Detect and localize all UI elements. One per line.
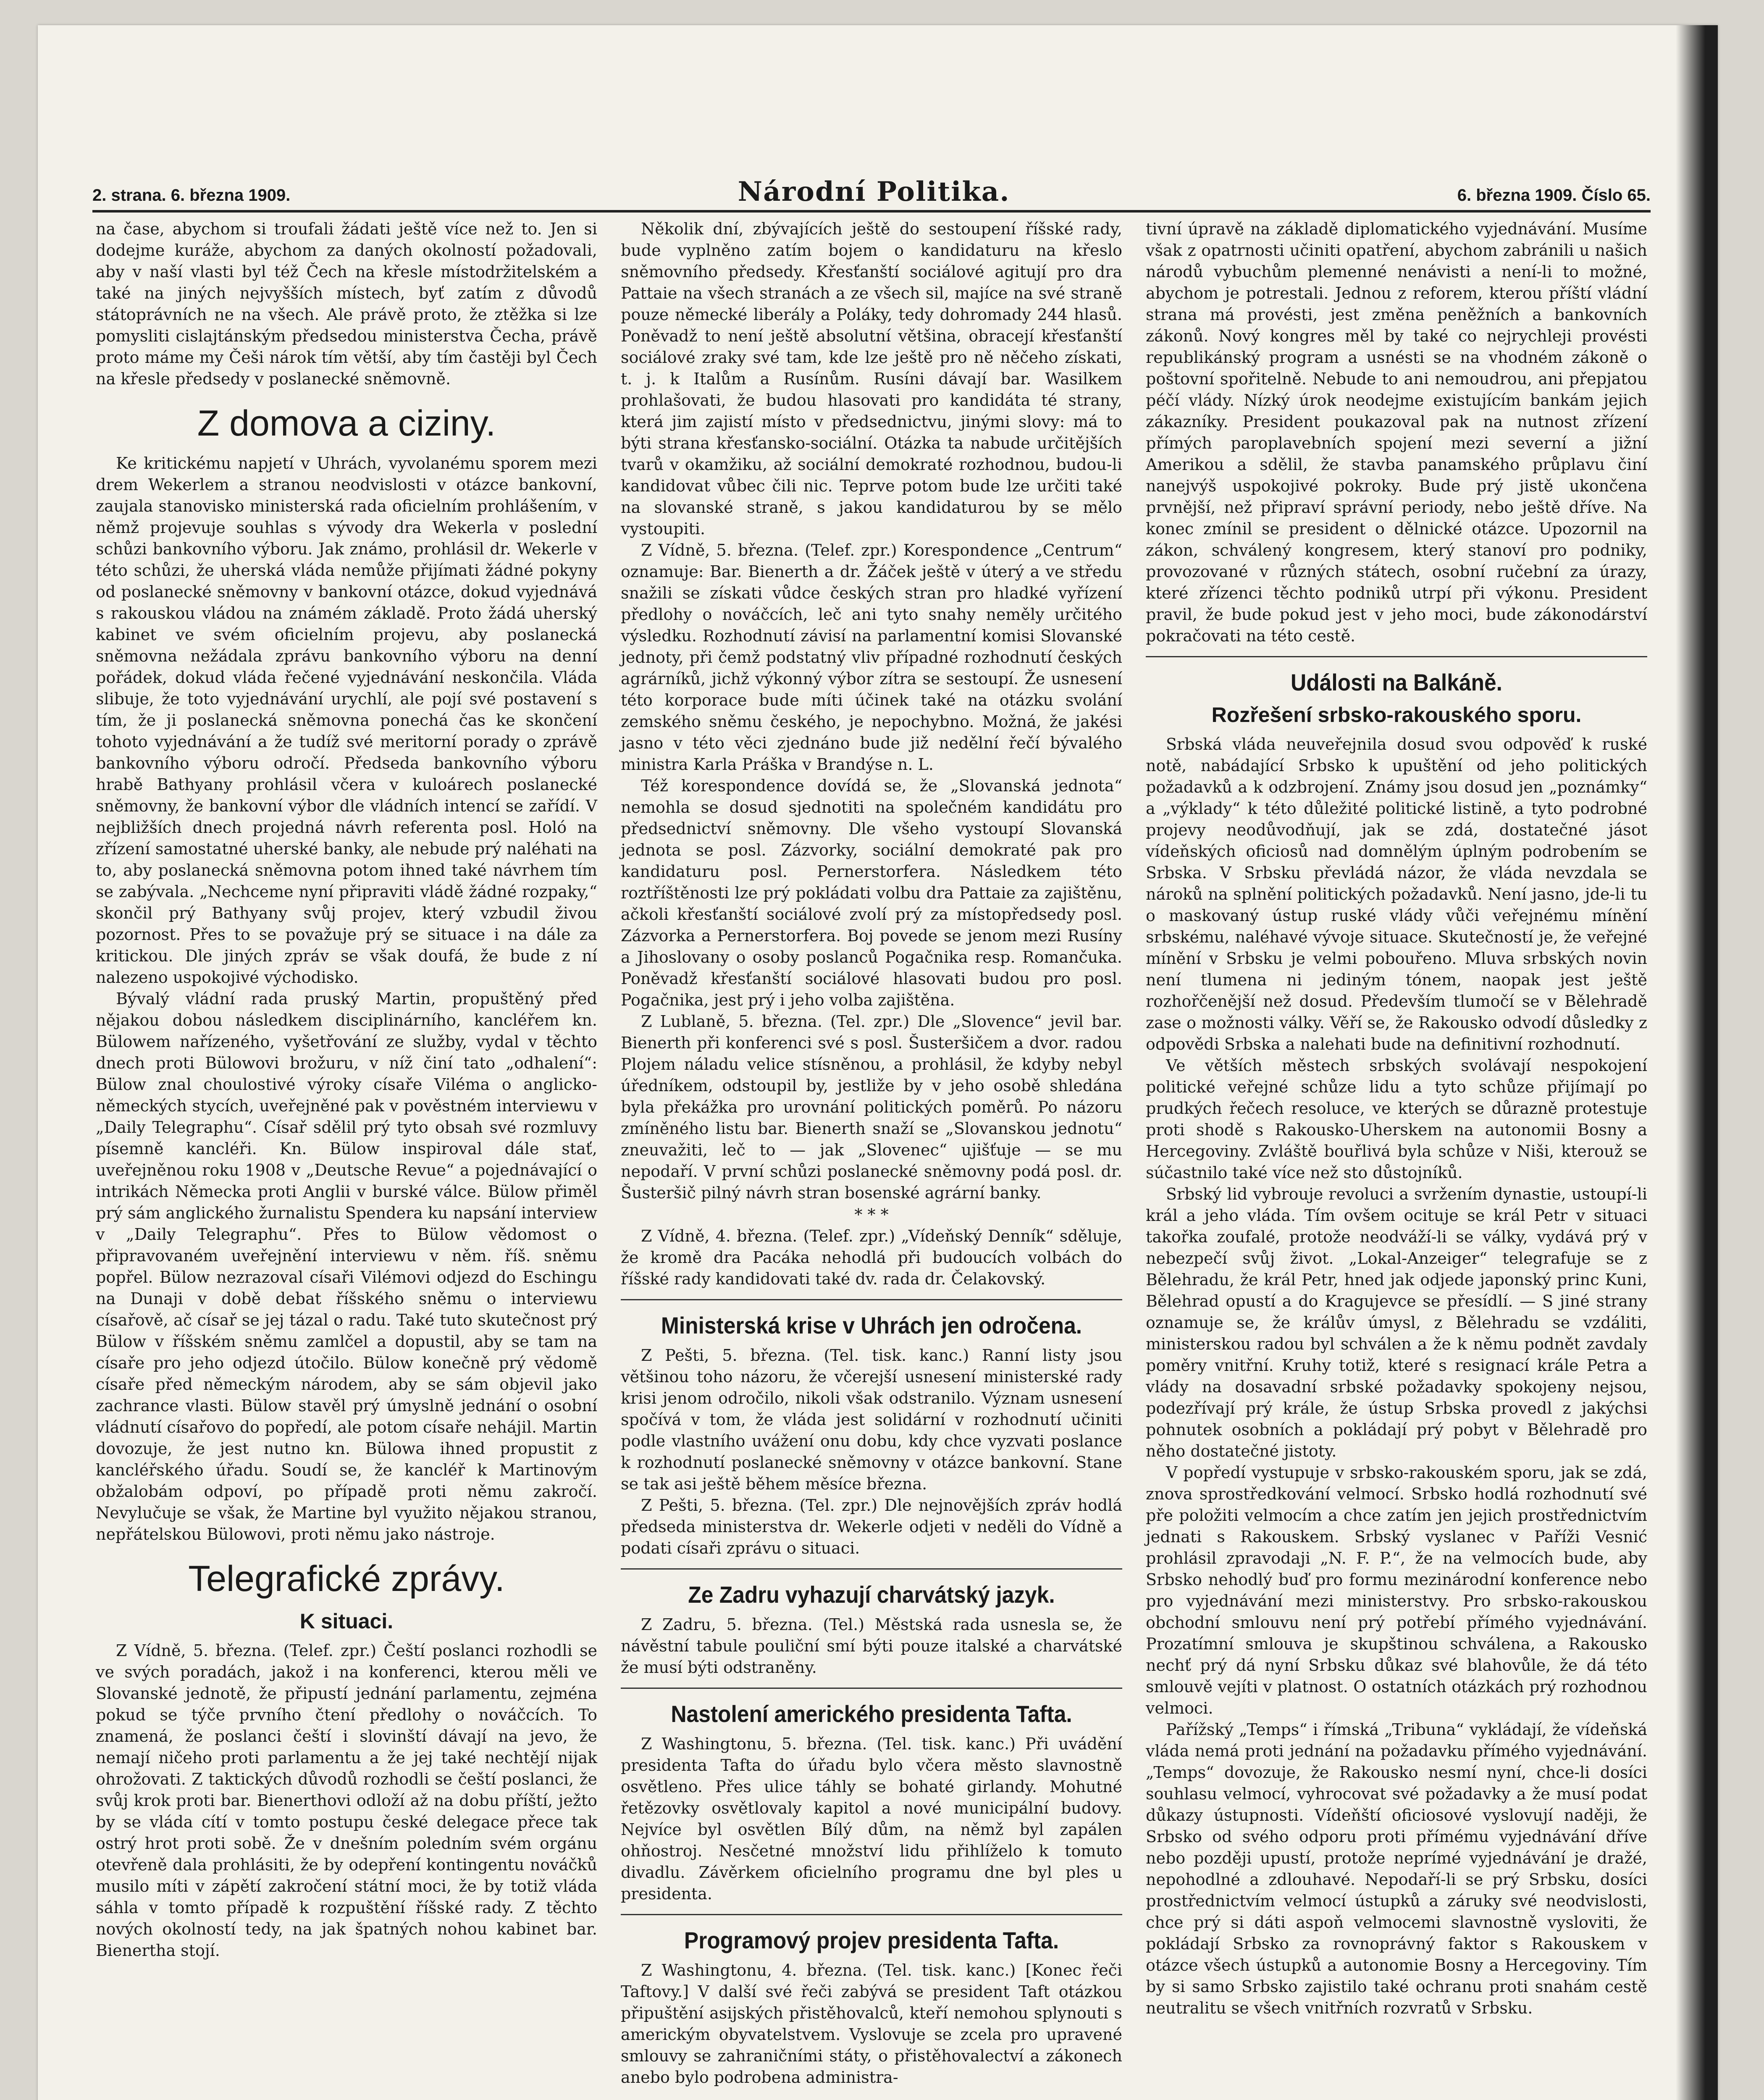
subheading-rozreseni-sporu: Rozřešení srbsko-rakouského sporu. xyxy=(1211,703,1582,727)
subheading-k-situaci: K situaci. xyxy=(299,1609,394,1633)
article-paragraph: Srbská vláda neuveřejnila dosud svou odpověď k ruské notě, nabádající Srbsko k upuštění od jeho politických požadavků a k odzbrojení. Známy jsou dosud jen „poznámky“ a „výklady“ k této důležité politické listině, a tyto podrobné projevy neodůvodňují, jak se zdá, dostatečné jásot vídeňských oficiosů nad domnělým úplným podrobením se Srbska. V Srbsku převládá názor, že vláda nevzdala se nároků na splnění politických požadavků. Není jasno, jde-li tu o maskovaný ústup ruské vlády vůči veřejnému mínění srbskému, naléhavé vývoje situace. Skutečností je, že veřejné mínění v Srbsku je velmi pobouřeno. Mluva srbských novin není tlumena ni jediným tónem, naopak jest ještě rozhořčenější než dosud. Především tlumočí se v Bělehradě zase o možnosti války. Věří se, že Rakousko odvodí důsledky z odpovědi Srbska a nalehati bude na definitivní rozhodnutí. xyxy=(1146,735,1647,1053)
article-paragraph: Pařížský „Temps“ i římská „Tribuna“ vykládají, že vídeňská vláda nemá proti jednání na požadavku přímého vyjednávání. „Temps“ dovozuje, že Rakousko nesmí nyní, chce-li dosíci souhlasu velmocí, vyhrocovat své požadavky a že musí podat důkazy ústupnosti. Vídeňští oficiosové vyslovují naději, že Srbsko od svého odporu proti přímému vyjednávání dříve nebo později upustí, protože neprímé vyjednávání je dražé, nepohodlné a zdlouhavé. Nepodaří-li se prý Srbsku, dosíci prostřednictvím velmocí ústupků a záruky své neodvislosti, chce prý si dáti aspoň velmocemi slavnostně vysloviti, že pokládají Srbsko za rovnoprávný faktor s Rakouskem v otázce všech ústupků a autonomie Bosny a Hercegoviny. Tím by si samo Srbsko zajistilo také ochranu proti snahám cestě neutralitu se všech vnitřních rozvratů v Srbsku. xyxy=(1146,1720,1647,2017)
article-paragraph: Z Vídně, 5. března. (Telef. zpr.) Čeští poslanci rozhodli se ve svých poradách, jakož i na konferenci, kterou měli ve Slovanské jednotě, že připustí jednání parlamentu, zejména pokud se týče prvního čtení předlohy o nováčcích. To znamená, že poslanci čeští i slovinští dávají na jevo, že nemají ničeho proti parlamentu a že jej také nechtějí nijak ohrožovati. Z taktických důvodů rozhodli se čeští poslanci, že svůj krok proti bar. Bienerthovi odloží až na dobu příští, ježto by se vláda cítí v tomto postupu české delegace přece tak ostrý hrot proti sobě. Že v dnešním poledním svém orgánu otevřeně dala prohlásiti, že by odepření kontingentu nováčků musilo míti v zápětí zakročení státní moci, že by totiž vláda sáhla v tomto případě k rozpuštění říšské rady. Z těchto nových okolností tedy, na jak špatných nohou kabinet bar. Bienertha stojí. xyxy=(96,1641,597,1960)
article-paragraph: Z Vídně, 4. března. (Telef. zpr.) „Vídeňský Denník“ sděluje, že kromě dra Pacáka nehodlá při budoucích volbách do říšské rady kandidovati také dv. rada dr. Čelakovský. xyxy=(621,1227,1122,1288)
article-paragraph: Z Lublaně, 5. března. (Tel. zpr.) Dle „Slovence“ jevil bar. Bienerth při konferenci své s posl. Šusteršičem a dvor. radou Plojem náladu velice stísněnou, a prohlásil, že kdyby nebyl úředníkem, odstoupil by, jestliže by v jeho osobě shledána byla překážka pro urovnání politických poměrů. Po názoru zmíněného listu bar. Bienerth snaží se „Slovanskou jednotu“ zneuvažiti, leč to — jak „Slovenec“ ujišťuje — se mu nepodaří. V první schůzi poslanecké sněmovny podá posl. dr. Šusteršič pilný návrh stran bosenské agrární banky. xyxy=(621,1012,1122,1202)
section-heading-udalosti-na-balkane: Události na Balkáně. xyxy=(1291,669,1502,696)
section-heading-telegraficke: Telegrafické zprávy. xyxy=(188,1559,505,1599)
newspaper-page xyxy=(38,25,1718,2100)
story-heading-programovy-projev: Programový projev presidenta Tafta. xyxy=(684,1927,1059,1953)
article-paragraph: Bývalý vládní rada pruský Martin, propuštěný před nějakou dobou následkem disciplinárního, kancléřem kn. Bülowem nařízeného, vyšetřování ze služby, vydal v těchto dnech proti Bülowovi brožuru, v níž činí tato „odhalení“: Bülow znal choulostivé výroky císaře Viléma o anglicko-německých stycích, uveřejněné pak v pověstném interviewu v „Daily Telegraphu“. Císař sdělil prý tyto obsah své rozmluvy písemně kancléři. Kn. Bülow inspiroval dále stať, uveřejněnou roku 1908 v „Deutsche Revue“ a pojednávající o intrikách Německa proti Anglii v burské válce. Bülow přiměl prý sám anglického žurnalistu Spendera ku napsání interview v „Daily Telegraphu“. Přes to Bülow vědomost o připravovaném uveřejnění interviewu v něm. říš. sněmu popřel. Bülow nezrazoval císaři Vilémovi odjezd do Eschingu na Dunaji v době debat říšského sněmu o interviewu císařově, ač císař se jej tázal o radu. Také tuto skutečnost prý Bülow v říšském sněmu zamlčel a dopustil, aby se tam na císaře pro jeho odjezd útočilo. Bülow konečně prý vědomě císaře před německým národem, aby se sám objevil jako zachrance vlasti. Bülow stavěl prý úmyslně jednání o osobní vládnutí císařovo do popředí, ale potom císaře nehájil. Martin dovozuje, že jest nutno kn. Bülowa ihned propustit z kancléřského úřadu. Soudí se, že kancléř k Martinovým obžalobám odpoví, po případě proti němu zakročí. Nevylučuje se však, že Martine byl využito nějakou stranou, nepřátelskou Bülowovi, proti němu jako nástroje. xyxy=(96,990,597,1544)
article-paragraph: Z Zadru, 5. března. (Tel.) Městská rada usnesla se, že návěstní tabule pouliční smí býti pouze italské a charvátské že musí býti odstraněny. xyxy=(621,1615,1122,1677)
article-paragraph: Z Vídně, 5. března. (Telef. zpr.) Korespondence „Centrum“ oznamuje: Bar. Bienerth a dr. Žáček ještě v úterý a ve středu snažili se získati vůdce českých stran pro hladké vyřízení předlohy o nováčcích, leč ani tyto snahy neměly určitého výsledku. Rozhodnutí závisí na parlamentní komisi Slovanské jednoty, při čemž podstatný vliv případné rozhodnutí českých agrárníků, jichž výkonný výbor zítra se sestoupí. Že usnesení této korporace bude míti účinek také na otázku svolání zemského sněmu českého, je nepochybno. Možná, že jakési jasno v této věci zjednáno bude již nedělní řečí bývalého ministra Karla Práška v Brandýse n. L. xyxy=(621,541,1122,774)
article-paragraph: Z Pešti, 5. března. (Tel. zpr.) Dle nejnovějších zpráv hodlá předseda ministerstva dr. Wekerle odjeti v neděli do Vídně a podati císaři zprávu o situaci. xyxy=(621,1496,1122,1557)
section-heading-z-domova: Z domova a ciziny. xyxy=(197,403,496,444)
article-paragraph: Z Washingtonu, 4. března. (Tel. tisk. kanc.) [Konec řeči Taftovy.] V další své řeči zabývá se president Taft otázkou připuštění asijských přistěhovalců, kteří nemohou splynouti s americkým obyvatelstvem. Vyslovuje se zcela pro upravené smlouvy se zahraničními státy, o přistěhovalectví a zákonech anebo bylo podrobena administra- xyxy=(621,1961,1122,2087)
masthead-title: Národní Politika. xyxy=(738,176,1010,207)
page-header xyxy=(92,172,1651,213)
article-paragraph: Z Washingtonu, 5. března. (Tel. tisk. kanc.) Při uvádění presidenta Tafta do úřadu bylo včera město slavnostně osvětleno. Přes ulice táhly se bohaté girlandy. Mohutné řetězovky osvětlovaly kapitol a nové municipální budovy. Nejvíce byl osvětlen Bílý dům, na němž byl zapálen ohňostroj. Nesčetné množství lidu přihlíželo k tomuto divadlu. Závěrkem oficielního programu dne byl ples u presidenta. xyxy=(621,1735,1122,1903)
article-paragraph: Několik dní, zbývajících ještě do sestoupení říšské rady, bude vyplněno zatím bojem o kandidaturu na křeslo sněmovního předsedy. Křesťanští sociálové agitují pro dra Pattaie na všech stranách a ze všech sil, majíce na své straně pouze německé liberály a Poláky, tedy dohromady 244 hlasů. Poněvadž to není ještě absolutní většina, obracejí křesťanští sociálové zraky své tam, kde lze ještě pro ně něčeho získati, t. j. k Italům a Rusínům. Rusíni dávají bar. Wasilkem prohlašovati, že budou hlasovati pro kandidáta té strany, která jim zajistí místo v předsednictvu, jinými slovy: má to býti strana křesťansko-sociální. Otázka ta nabude určitějších tvarů v okamžiku, až sociální demokraté rozhodnou, budou-li kandidovat vůbec čili nic. Teprve potom bude lze určiti také na slovanské straně, s jakou kandidaturou by se mělo vystoupiti. xyxy=(621,220,1122,538)
article-paragraph: V popředí vystupuje v srbsko-rakouském sporu, jak se zdá, znova sprostředkování velmocí. Srbsko hodlá rozhodnutí své pře položiti velmocím a chce zatím jen jejich prostřednictvím jednati s Rakouskem. Srbský vyslanec v Paříži Vesnić prohlásil zpravodaji „N. F. P.“, že na velmocích bude, aby Srbsko nehodlý buď pro formu mezinárodní konference nebo pro vyjednávání mezi ministerstvy. Pro srbsko-rakouskou obchodní smlouvu není prý potřebí přímého vyjednávání. Prozatímní smlouva je skupštinou schválena, a Rakousko nechť prý dá nyní Srbsku důkaz své blahovůle, že dá této smlouvě vejíti v platnost. O ostatních otázkách prý rozhodnou velmoci. xyxy=(1146,1463,1647,1717)
story-heading-ze-zadru: Ze Zadru vyhazují charvátský jazyk. xyxy=(688,1581,1055,1608)
binding-edge xyxy=(1676,25,1718,2100)
column-1 xyxy=(92,218,601,2100)
column-2 xyxy=(617,218,1126,2100)
article-paragraph: Též korespondence dovídá se, že „Slovanská jednota“ nemohla se dosud sjednotiti na společném kandidátu pro předsednictví sněmovny. Dle všeho vystoupí Slovanská jednota se posl. Zázvorky, sociální demokraté pak pro kandidaturu posl. Pernerstorfera. Následkem této roztříštěnosti lze prý pokládati volbu dra Pattaie za zajištěnu, ačkoli křesťanští sociálové zvolí prý za místopředsedy posl. Zázvorka a Pernerstorfera. Boj povede se jenom mezi Rusíny a Jihoslovany o osoby poslanců Pogačnika resp. Romančuka. Poněvadž křesťanští sociálové hlasovati budou pro posl. Pogačnika, jest prý i jeho volba zajištěna. xyxy=(621,777,1122,1009)
article-paragraph: Srbský lid vybrouje revoluci a svržením dynastie, ustoupí-li král a jeho vláda. Tím ovšem ocituje se král Petr v situaci takořka zoufalé, protože neodváží-li se války, vydává prý v nebezpečí svůj život. „Lokal-Anzeiger“ telegrafuje se z Bělehradu, že král Petr, hned jak odjede japonský princ Kuni, Bělehrad opustí a do Kragujevce se přesídlí. — S jiné strany oznamuje se, že králův úmysl, z Bělehradu se vzdáliti, ministerskou radou byl schválen a že k němu podnět zavdaly poměry vnitřní. Kruhy totiž, které s resignací krále Petra a vlády na dosavadní srbské požadavky spokojeny nejsou, podezřívají prý krále, že ústup Srbska provedl z jakýchsi pohnutek osobních a pokládají prý pobyt v Bělehradě pro něho dostatečné jistoty. xyxy=(1146,1185,1647,1460)
header-page-date: 2. strana. 6. března 1909. xyxy=(92,186,291,205)
separator-stars: * * * xyxy=(854,1205,889,1224)
divider xyxy=(621,1568,1122,1570)
article-paragraph: tivní úpravě na základě diplomatického vyjednávání. Musíme však z opatrnosti učiniti opatření, abychom zabránili u našich národů vybuchům plemenné nenávisti a není-li to možné, abychom je potrestali. Jednou z reforem, kterou příští vládní strana má provésti, jest změna peněžních a bankovních zákonů. Nový kongres měl by také co nejrychleji provésti republikánský program a usnésti se na vhodném zákoně o poštovní spořitelně. Nebude to ani nemoudrou, ani přepjatou péčí vlády. Nízký úrok neodejme existujícím bankám jejich zákazníky. President poukazoval pak na nutnost zřízení přímých paroplavebních spojení mezi severní a jižní Amerikou a sdělil, že stavba panamského průplavu činí nanejvýš uspokojivé pokroky. Bude prý jistě ukončena prvnější, než připraví správní periody, nebo ještě dříve. Na konec zmínil se president o dělnické otázce. Upozornil na zákon, schválený kongresem, který stanoví pro podniky, provozované v různých státech, osobní ručební za úrazy, které zřízenci těchto podniků utrpí při výkonu. President pravil, že bude pokud jest v jeho moci, bude zákonodárství pokračovati na této cestě. xyxy=(1146,220,1647,645)
article-paragraph: Z Pešti, 5. března. (Tel. tisk. kanc.) Ranní listy jsou většinou toho názoru, že včerejší usnesení ministerské rady krisi jenom odročilo, nikoli však odstranilo. Význam usnesení spočívá v tom, že vláda jest solidární v rozhodnutí učiniti podle vlastního uvážení onu dobu, kdy chce vyzvati poslance k rozhodnutí poslanecké sněmovny v otázce bankovní. Stane se tak asi ještě během měsíce března. xyxy=(621,1346,1122,1493)
story-heading-ministerska-krise: Ministerská krise v Uhrách jen odročena. xyxy=(661,1312,1082,1339)
article-columns xyxy=(92,218,1651,2100)
article-paragraph: Ve větších městech srbských svolávají nespokojení politické veřejné schůze lidu a tyto schůze přijímají po prudkých řečech resoluce, ve kterých se důrazně protestuje proti shodě s Rakousko-Uherskem na autonomii Bosny a Hercegoviny. Zvláště bouřlivá byla schůze v Niši, kterouž se súčastnilo také více než sto důstojníků. xyxy=(1146,1056,1647,1182)
article-paragraph: Ke kritickému napjetí v Uhrách, vyvolanému sporem mezi drem Wekerlem a stranou neodvislosti v otázce bankovní, zaujala stanovisko ministerská rada oficielním prohlášením, v němž projevuje souhlas s vývody dra Wekerla v poslední schůzi bankovního výboru. Jak známo, prohlásil dr. Wekerle v této schůzi, že uherská vláda nemůže přijímati žádné pokyny od poslanecké sněmovny v bankovní otázce, dokud vyjednává s rakouskou vládou na známém základě. Proto žádá uherský kabinet ve svém oficielním projevu, aby poslanecká sněmovna nežádala zprávu bankovního výboru na denní pořádek, dokud vláda řečené vyjednávání neskončila. Vláda slibuje, že toto vyjednávání urychlí, ale pojí své postavení s tím, že ji poslanecká sněmovna ponechá čas ke skončení tohoto vyjednávání a že tudíž své meritorní porady o zprávě bankovního výboru odročí. Předseda bankovního výboru hrabě Bathyany prohlásil včera v kuloárech poslanecké sněmovny, že bankovní výbor dle vládních intencí se zařídí. V nejbližších dnech projedná návrh referenta posl. Holó na zřízení samostatné uherské banky, ale nebude prý naléhati na to, aby poslanecká sněmovna potom ihned také návrhem tím se zabývala. „Nechceme nyní připraviti vládě žádné rozpaky,“ skončil prý Bathyany svůj projev, který vzbudil živou pozornost. Přes to se považuje prý se situace i na dále za kritickou. Dle jiných zpráv se však doufá, že bude z ní nalezeno uspokojivé východisko. xyxy=(96,454,597,987)
header-issue-number: 6. března 1909. Číslo 65. xyxy=(1457,186,1651,205)
column-3 xyxy=(1142,218,1651,2100)
divider xyxy=(621,1299,1122,1300)
story-heading-nastoleni: Nastolení amerického presidenta Tafta. xyxy=(671,1701,1072,1727)
divider xyxy=(621,1688,1122,1689)
divider xyxy=(621,1914,1122,1915)
divider xyxy=(1146,656,1647,657)
article-paragraph: na čase, abychom si troufali žádati ještě více než to. Jen si dodejme kuráže, abychom za daných okolností požadovali, aby v naší vlasti byl též Čech na křesle místodržitelském a také na jiných nejvyšších místech, byť zatím z důvodů státoprávních ne na všech. Ale právě proto, že ztěžka si lze pomysliti cislajtánským předsedou ministerstva Čecha, právě proto máme my Češi nárok tím větší, aby tím častěji byl Čech na křesle předsedy v poslanecké sněmovně. xyxy=(96,220,597,388)
